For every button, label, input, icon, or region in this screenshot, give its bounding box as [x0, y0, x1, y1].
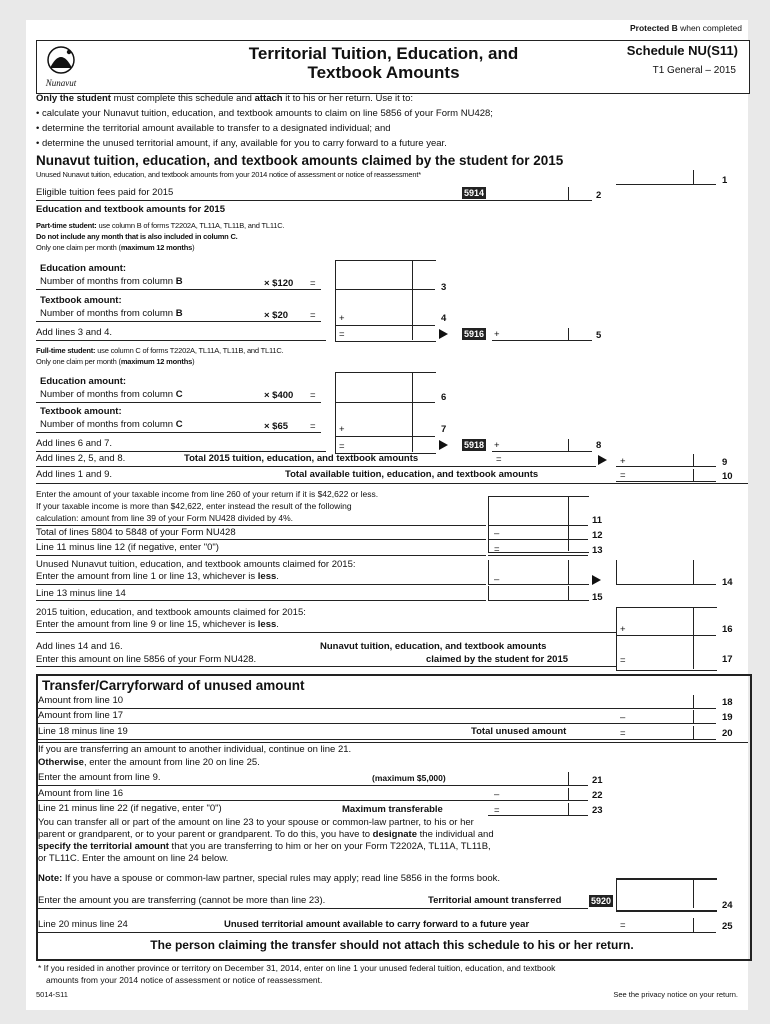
line20-field[interactable]	[616, 739, 716, 740]
nunavut-crest-icon	[38, 42, 84, 90]
months-b-field[interactable]	[222, 289, 262, 290]
footnote-2: amounts from your 2014 notice of assessment or notice of reassessment.	[46, 975, 323, 985]
rate-400: × $400	[264, 390, 294, 401]
line-number: 3	[441, 282, 447, 293]
rate-20: × $20	[264, 310, 289, 321]
line23-label: Line 21 minus line 22 (if negative, enter "0")	[38, 803, 222, 814]
intro-bullet-2: • determine the territorial amount available to transfer to a designated individual; and	[36, 123, 391, 134]
line25-bold: Unused territorial amount available to carry forward to a future year	[224, 919, 530, 930]
nunavut-logo	[38, 42, 84, 90]
line23-bold: Maximum transferable	[342, 804, 443, 815]
ft-textbook-amount-label: Textbook amount:	[40, 406, 122, 417]
line15-label: Line 13 minus line 14	[36, 588, 126, 599]
months-b-label: Number of months from column B	[40, 276, 183, 287]
section2-heading: Transfer/Carryforward of unused amount	[42, 678, 305, 693]
line20-label: Line 18 minus line 19	[38, 726, 128, 737]
code-5918: 5918	[464, 440, 485, 450]
line1-field[interactable]	[616, 184, 716, 185]
line14-text-b: Enter the amount from line 1 or line 13, whichever is less.	[36, 571, 279, 582]
line5-field[interactable]	[492, 340, 592, 341]
section2-note-1: If you are transferring an amount to another individual, continue on line 21.	[38, 744, 352, 755]
footnote-1: * If you resided in another province or territory on December 31, 2014, enter on line 1 your unused federal tuition, education, and textbook	[38, 963, 556, 973]
months-c-label-2: Number of months from column C	[40, 419, 183, 430]
line21-bold: (maximum $5,000)	[372, 773, 446, 783]
add-1-9-label: Add lines 1 and 9.	[36, 469, 113, 480]
edu-amount-label: Education amount:	[40, 263, 127, 274]
line23-field[interactable]	[488, 815, 588, 816]
line25-field[interactable]	[616, 932, 716, 933]
pt-instructions: Part-time student: use column B of forms T2202A, TL11A, TL11B, and TL11C.	[36, 221, 285, 230]
line-number: 9	[722, 457, 728, 468]
line9-field[interactable]	[616, 466, 716, 467]
line11-text-b: If your taxable income is more than $42,622, enter instead the result of the following	[36, 501, 352, 511]
line-number: 24	[722, 900, 733, 911]
arrow-right-icon	[592, 575, 601, 585]
rate-120: × $120	[264, 278, 294, 289]
transfer-para-4: or TL11C. Enter the amount on line 24 below.	[38, 853, 229, 864]
line21-field[interactable]	[488, 785, 588, 786]
line25-label: Line 20 minus line 24	[38, 919, 128, 930]
intro-lead: Only the student must complete this schedule and attach it to his or her return. Use it to:	[36, 93, 413, 104]
line11-text-a: Enter the amount of your taxable income from line 260 of your return if it is $42,622 or less.	[36, 489, 379, 499]
line7-field[interactable]	[335, 436, 435, 437]
months-b-label-2: Number of months from column B	[40, 308, 183, 319]
line-number: 19	[722, 712, 733, 723]
arrow-right-icon	[439, 440, 448, 450]
line18-field[interactable]	[616, 708, 716, 709]
line17-text-b: Enter this amount on line 5856 of your Form NU428.	[36, 654, 257, 665]
line6-field[interactable]	[335, 402, 435, 403]
line-number: 1	[722, 175, 728, 186]
line24-label: Enter the amount you are transferring (cannot be more than line 23).	[38, 895, 326, 906]
pt-note-2: Only one claim per month (maximum 12 months)	[36, 243, 195, 252]
line17-bold-1: Nunavut tuition, education, and textbook amounts	[320, 641, 547, 652]
line2-field[interactable]	[492, 200, 592, 201]
line-number: 10	[722, 471, 733, 482]
arrow-right-icon	[439, 329, 448, 339]
line22-field[interactable]	[488, 800, 588, 801]
line11-text-c: calculation: amount from line 39 of your Form NU428 divided by 4%.	[36, 513, 294, 523]
line11-field[interactable]	[488, 525, 588, 526]
final-notice: The person claiming the transfer should not attach this schedule to his or her return.	[150, 938, 634, 952]
line17-bold-2: claimed by the student for 2015	[426, 654, 569, 665]
svg-text:Nunavut: Nunavut	[45, 78, 77, 88]
line-number: 16	[722, 624, 733, 635]
line19-label: Amount from line 17	[38, 710, 124, 721]
intro-bullet-3: • determine the unused territorial amount, if any, available for you to carry forward to a future year.	[36, 138, 447, 149]
months-c-label: Number of months from column C	[40, 389, 183, 400]
form-year: T1 General – 2015	[652, 65, 736, 76]
line-number: 25	[722, 921, 733, 932]
transfer-para-3: specify the territorial amount that you are transferring to him or her on your Form T2202A, TL11A, TL11B,	[38, 841, 491, 852]
line24-field[interactable]	[616, 878, 717, 912]
line18-label: Amount from line 10	[38, 695, 124, 706]
line16-text-a: 2015 tuition, education, and textbook amounts claimed for 2015:	[36, 607, 306, 618]
line4-field[interactable]	[335, 325, 435, 326]
line24-bold: Territorial amount transferred	[428, 895, 562, 906]
line-number: 7	[441, 424, 447, 435]
line20-bold: Total unused amount	[471, 726, 567, 737]
line-number: 2	[596, 190, 602, 201]
intro-bullet-1: • calculate your Nunavut tuition, education, and textbook amounts to claim on line 5856 of your Form NU428;	[36, 108, 493, 119]
line2-label: Eligible tuition fees paid for 2015	[36, 187, 174, 198]
form-page: Protected B when completed Nunavut Territorial Tuition, Education, and Textbook Amounts Schedule NU(S11) T1 General – 2015 Only the student must complete this schedule and attach it to his or her return. Use it to: • calculate your Nunavut tuition, education, and textbook amounts to claim on line 5856 of your Form NU428; • determine the territorial amount available to transfer to a designated individual; and • determine the unused territorial amount, if any, available for you to carry forward to a future year. Nunavut tuition, education, and textbook amounts claimed by the student for 2015 Unused Nunavut tuition, education, and textbook amounts from your 2014 notice of assessment or notice of reassessment* 1 Eligible tuition fees paid for 2015 5914 2 Education and textbook amounts for 2015 Part-time student: use column B of forms T2202A, TL11A, TL11B, and TL11C. Do not include any month that is also included in column C. Only one claim per month (maximum 12 months) Education amount: Number of months from column B × $120 = 3 Textbook amount: Number of months from column B × $20 = + 4 Add lines 3 and 4. = 5916 + 5 Full-time student: use column C of forms T2202A, TL11A, TL11B, and TL11C. Only one claim per month (maximum 12 months) Education amount: Number of months from column C × $400 = 6 Textbook amount: Number of months from column C × $65 = + 7 Add lines 6 and 7. = 5918 + 8 Add lines 2, 5, and 8. Total 2015 tuition, education, and textbook amounts = + 9 Add lines 1 and 9. Total available tuition, education, and textbook amounts = 10 Enter the amount of your taxable income from line 260 of your return if it is $42,622 or less. If your taxable income is more than $42,622, enter instead the result of the following calculation: amount from line 39 of your Form NU428 divided by 4%. 11 Total of lines 5804 to 5848 of your Form NU428 – 12 Line 11 minus line 12 (if negative, enter "0") = 13 Unused Nunavut tuition, education, and textbook amounts claimed for 2015: Enter the amount from line 1 or line 13, whichever is less. – 14 Line 13 minus line 14 15 2015 tuition, education, and textbook amounts claimed for 2015: Enter the amount from line 9 or line 15, whichever is less. + 16 Add lines 14 and 16. Enter this amount on line 5856 of your Form NU428. Nunavut tuition, education, and textbook amounts claimed by the student for 2015 = 17 Transfer/Carryforward of unused amount Amount from line 10 18 Amount from line 17 – 19 Line 18 minus line 19 Total unused amount = 20 If you are transferring an amount to another individual, continue on line 21. Otherwise, enter the amount from line 20 on line 25. Enter the amount from line 9. (maximum $5,000) 21 Amount from line 16 – 22 Line 21 minus line 22 (if negative, enter "0") Maximum transferable = 23 You can transfer all or part of the amount on line 23 to your spouse or common-law partner, to his or her parent or grandparent, or to your parent or grandparent. To do this, you have to designate the individual and specify the territorial amount that you are transferring to him or her on your Form T2202A, TL11A, TL11B, or TL11C. Enter the amount on line 24 below. Note: If you have a spouse or common-law partner, special rules may apply; read line 5856 in the forms book. Enter the amount you are transferring (cannot be more than line 23). Territorial amount transferred 5920 24 Line 20 minus line 24 Unused territorial amount available to carry forward to a future year = 25 The person claiming the transfer should not attach this schedule to his or her return. * If you resided in another province or territory on December 31, 2014, enter on line 1 your unused federal tuition, education, and textbook amounts from your 2014 notice of assessment or notice of reassessment. 5014-S11 See the privacy notice on your return.	[26, 20, 748, 1010]
line-number: 21	[592, 775, 603, 786]
transfer-para-2: parent or grandparent, or to your parent or grandparent. To do this, you have to designate the individual and	[38, 829, 494, 840]
protected-label: Protected B when completed	[630, 23, 742, 33]
ft-instructions: Full-time student: use column C of forms T2202A, TL11A, TL11B, and TL11C.	[36, 346, 284, 355]
line17-text-a: Add lines 14 and 16.	[36, 641, 123, 652]
line12-field[interactable]	[488, 539, 588, 540]
line1-label: Unused Nunavut tuition, education, and textbook amounts from your 2014 notice of assessment or notice of reassessment*	[36, 170, 421, 179]
line21-label: Enter the amount from line 9.	[38, 772, 161, 783]
line-number: 8	[596, 440, 602, 451]
line14-field[interactable]	[616, 560, 716, 585]
line-number: 12	[592, 530, 603, 541]
line10-field[interactable]	[616, 481, 716, 482]
line22-label: Amount from line 16	[38, 788, 124, 799]
total-2015-label: Total 2015 tuition, education, and textbook amounts	[184, 453, 419, 464]
ft-edu-amount-label: Education amount:	[40, 376, 127, 387]
line-number: 13	[592, 545, 603, 556]
line-number: 15	[592, 592, 603, 603]
privacy-notice: See the privacy notice on your return.	[613, 990, 738, 999]
arrow-right-icon	[598, 455, 607, 465]
line-number: 22	[592, 790, 603, 801]
line13-label: Line 11 minus line 12 (if negative, enter "0")	[36, 542, 219, 553]
line-number: 23	[592, 805, 603, 816]
form-code: 5014-S11	[36, 990, 68, 999]
section2-note-2: Otherwise, enter the amount from line 20 on line 25.	[38, 757, 260, 768]
line-number: 6	[441, 392, 447, 403]
transfer-para-1: You can transfer all or part of the amount on line 23 to your spouse or common-law partner, to his or her	[38, 817, 474, 828]
code-5914: 5914	[464, 188, 485, 198]
line3-field[interactable]	[335, 289, 435, 290]
total-available-label: Total available tuition, education, and textbook amounts	[285, 469, 539, 480]
code-5916: 5916	[464, 329, 485, 339]
add-2-5-8-label: Add lines 2, 5, and 8.	[36, 453, 126, 464]
line19-field[interactable]	[616, 723, 716, 724]
add-6-7-label: Add lines 6 and 7.	[36, 438, 113, 449]
line-number: 4	[441, 313, 447, 324]
code-5920: 5920	[591, 896, 612, 906]
line-number: 5	[596, 330, 602, 341]
line-number: 18	[722, 697, 733, 708]
line-number: 20	[722, 728, 733, 739]
line14-text-a: Unused Nunavut tuition, education, and textbook amounts claimed for 2015:	[36, 559, 356, 570]
rate-65: × $65	[264, 421, 289, 432]
line8-field[interactable]	[492, 451, 592, 452]
schedule-id: Schedule NU(S11)	[626, 43, 738, 58]
line-number: 14	[722, 577, 733, 588]
transfer-note: Note: If you have a spouse or common-law partner, special rules may apply; read line 5856 in the forms book.	[38, 873, 501, 884]
line-number: 11	[592, 515, 603, 526]
pt-note: Do not include any month that is also included in column C.	[36, 232, 238, 241]
add-3-4-label: Add lines 3 and 4.	[36, 327, 113, 338]
line16-field[interactable]	[616, 635, 716, 636]
line15-field[interactable]	[488, 586, 589, 601]
line16-text-b: Enter the amount from line 9 or line 15, whichever is less.	[36, 619, 279, 630]
line13-field[interactable]	[488, 555, 588, 556]
edu-heading: Education and textbook amounts for 2015	[36, 204, 225, 215]
section1-heading: Nunavut tuition, education, and textbook amounts claimed by the student for 2015	[36, 153, 564, 168]
line-number: 17	[722, 654, 733, 665]
textbook-amount-label: Textbook amount:	[40, 295, 122, 306]
ft-note: Only one claim per month (maximum 12 months)	[36, 357, 195, 366]
form-title: Territorial Tuition, Education, and Textbook Amounts	[248, 44, 519, 82]
line12-label: Total of lines 5804 to 5848 of your Form NU428	[36, 527, 236, 538]
